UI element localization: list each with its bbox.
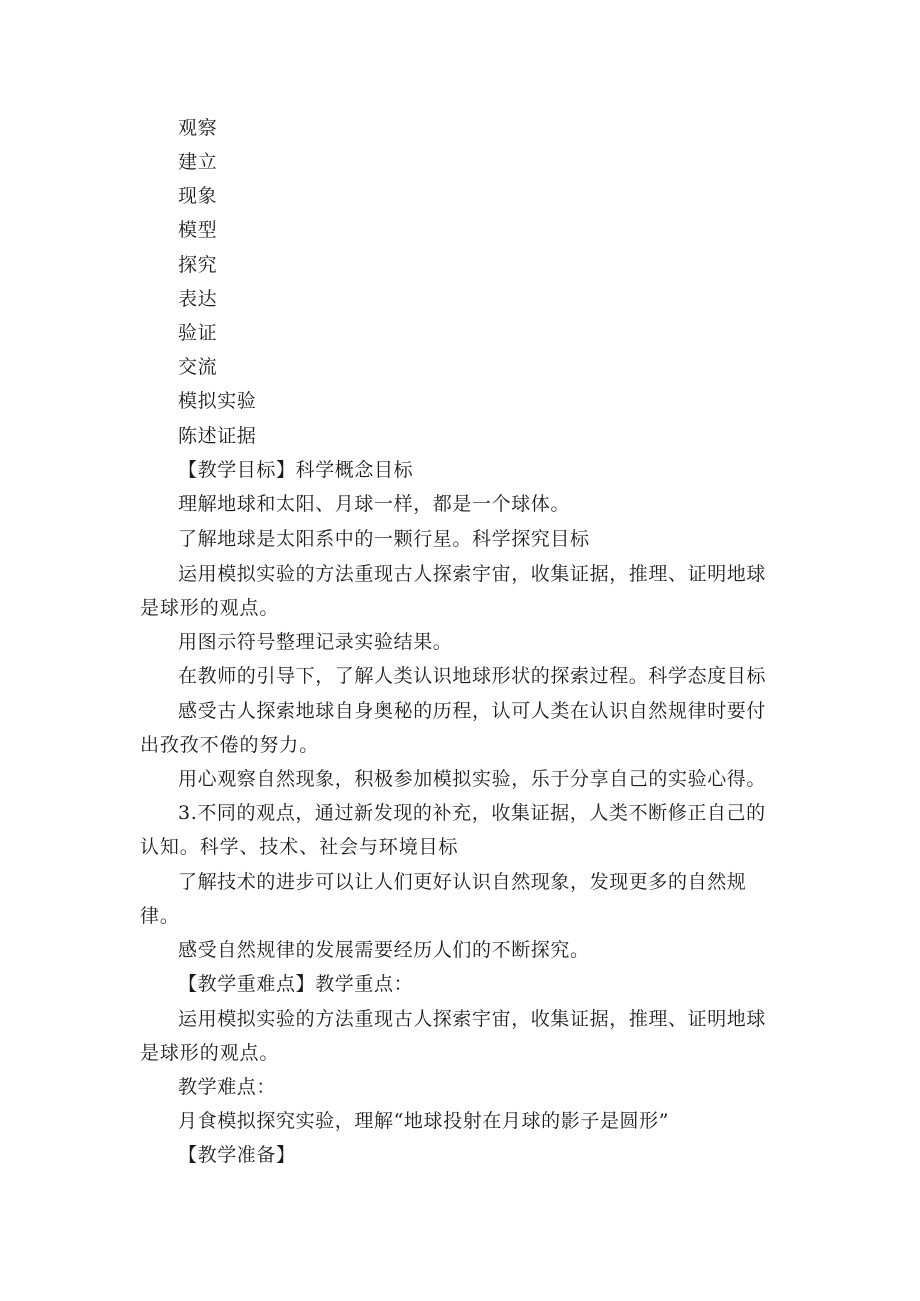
inquiry-goal-1-line-1: 运用模拟实验的方法重现古人探索宇宙，收集证据，推理、证明地球	[178, 563, 767, 585]
attitude-goal-1-line-2: 出孜孜不倦的努力。	[140, 734, 320, 756]
difficulty-text: 月食模拟探究实验，理解“地球投射在月球的影子是圆形”	[178, 1110, 670, 1132]
term-inquiry: 探究	[178, 254, 218, 276]
inquiry-goal-3: 在教师的引导下，了解人类认识地球形状的探索过程。科学态度目标	[178, 665, 767, 687]
term-phenomenon: 现象	[178, 185, 218, 207]
attitude-goal-3-line-1: 3.不同的观点，通过新发现的补充，收集证据，人类不断修正自己的	[178, 802, 766, 824]
sts-goal-1-line-2: 律。	[140, 905, 180, 927]
attitude-goal-3-line-2: 认知。科学、技术、社会与环境目标	[140, 836, 459, 858]
attitude-goal-1-line-1: 感受古人探索地球自身奥秘的历程，认可人类在认识自然规律时要付	[178, 700, 767, 722]
term-simulation-experiment: 模拟实验	[178, 390, 257, 412]
key-point-line-1: 运用模拟实验的方法重现古人探索宇宙，收集证据，推理、证明地球	[178, 1008, 767, 1030]
attitude-goal-2: 用心观察自然现象，积极参加模拟实验，乐于分享自己的实验心得。	[178, 768, 767, 790]
term-verify: 验证	[178, 322, 218, 344]
term-build: 建立	[178, 151, 218, 173]
sts-goal-1-line-1: 了解技术的进步可以让人们更好认识自然现象，发现更多的自然规	[178, 871, 747, 893]
term-communicate: 交流	[178, 356, 218, 378]
key-point-line-2: 是球形的观点。	[140, 1042, 280, 1064]
term-express: 表达	[178, 288, 218, 310]
preparation-heading: 【教学准备】	[178, 1144, 296, 1166]
term-model: 模型	[178, 219, 218, 241]
difficulty-heading: 教学难点：	[178, 1076, 277, 1098]
objectives-heading: 【教学目标】科学概念目标	[178, 459, 414, 481]
inquiry-goal-1-line-2: 是球形的观点。	[140, 597, 280, 619]
sts-goal-2: 感受自然规律的发展需要经历人们的不断探究。	[178, 939, 590, 961]
term-observe: 观察	[178, 117, 218, 139]
concept-goal-1: 理解地球和太阳、月球一样，都是一个球体。	[178, 493, 571, 515]
inquiry-goal-2: 用图示符号整理记录实验结果。	[178, 631, 453, 653]
key-points-heading: 【教学重难点】教学重点：	[178, 973, 414, 995]
concept-goal-2: 了解地球是太阳系中的一颗行星。科学探究目标	[178, 528, 590, 550]
term-state-evidence: 陈述证据	[178, 425, 257, 447]
